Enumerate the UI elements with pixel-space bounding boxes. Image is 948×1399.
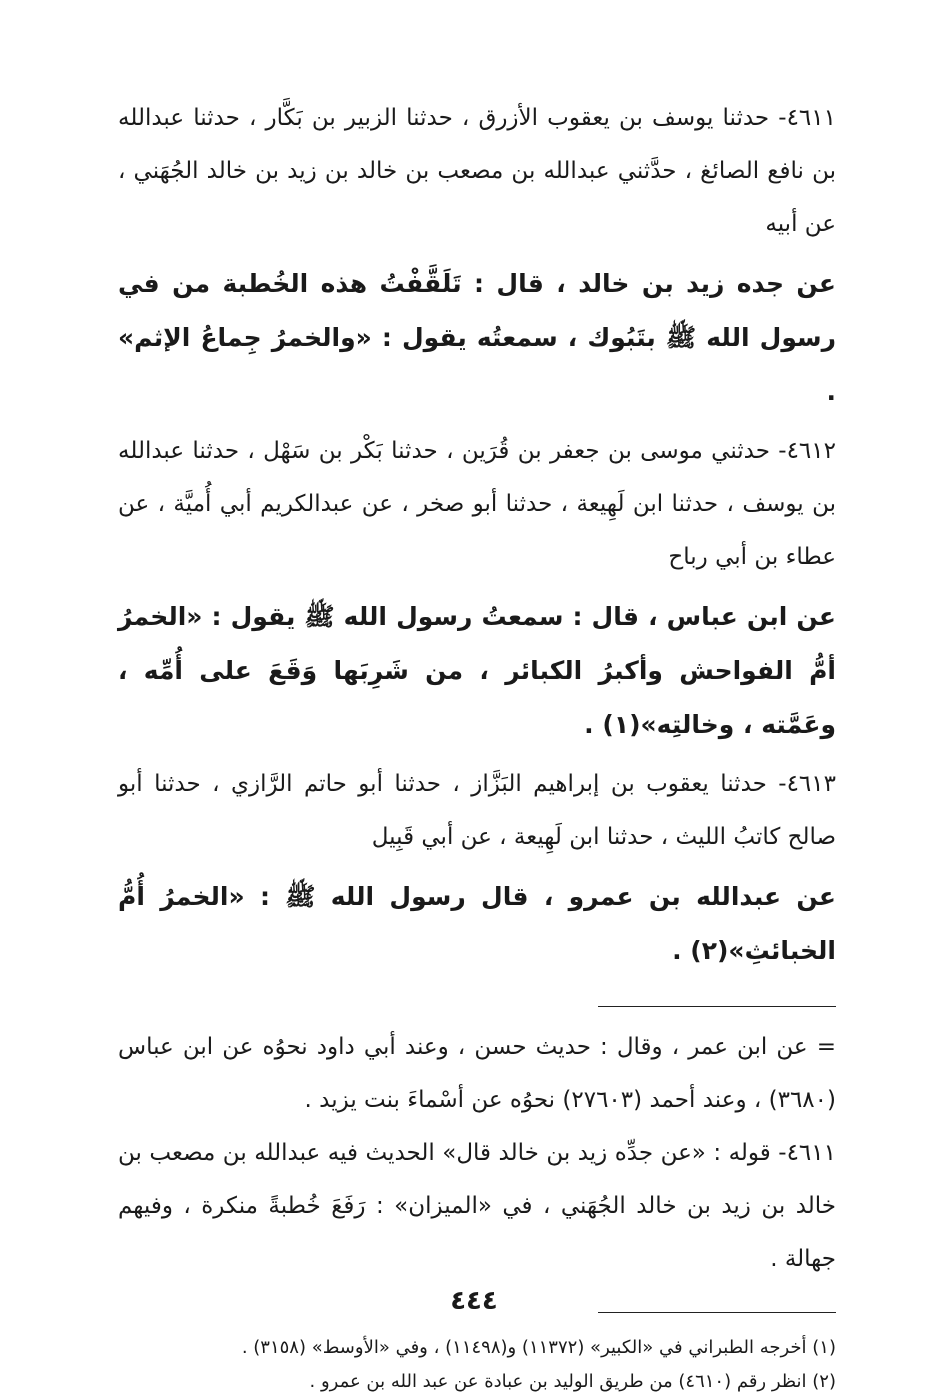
commentary-4611: ٤٦١١- قوله : «عن جدِّه زيد بن خالد قال» الحديث فيه عبدالله بن مصعب بن خالد بن زيد بن خالد الجُهَني ، في «الميزان» : رَفَعَ خُطبةً منكرة ، وفيهم جهالة . [118, 1140, 836, 1272]
hadith-4613-isnad: ٤٦١٣- حدثنا يعقوب بن إبراهيم البَزَّاز ، حدثنا أبو حاتم الرَّازي ، حدثنا أبو صالح كاتبُ الليث ، حدثنا ابن لَهِيعة ، عن أبي قَبِيل [118, 771, 836, 850]
footnote-2: (٢) انظر رقم (٤٦١٠) من طريق الوليد بن عبادة عن عبد الله بن عمرو . [309, 1371, 836, 1392]
hadith-4611-matn: عن جده زيد بن خالد ، قال : تَلَقَّفْتُ هذه الخُطبة من في رسول الله ﷺ بتَبُوك ، سمعتُه يقول : «والخمرُ جِماعُ الإثم» . [118, 269, 836, 406]
commentary-continuation: = عن ابن عمر ، وقال : حديث حسن ، وعند أبي داود نحوُه عن ابن عباس (٣٦٨٠) ، وعند أحمد (٢٧٦٠٣) نحوُه عن أسْماءَ بنت يزيد . [118, 1034, 836, 1113]
hadith-4612-isnad: ٤٦١٢- حدثني موسى بن جعفر بن قُرَين ، حدثنا بَكْر بن سَهْل ، حدثنا عبدالله بن يوسف ، حدثنا ابن لَهِيعة ، حدثنا أبو صخر ، عن عبدالكريم أبي أُميَّة ، عن عطاء بن أبي رباح [118, 438, 836, 570]
footnote-1: (١) أخرجه الطبراني في «الكبير» (١١٣٧٢) و(١١٤٩٨) ، وفي «الأوسط» (٣١٥٨) . [241, 1337, 836, 1358]
commentary-divider [598, 1006, 836, 1007]
hadith-4612-matn: عن ابن عباس ، قال : سمعتُ رسول الله ﷺ يقول : «الخمرُ أمُّ الفواحش وأكبرُ الكبائر ، من شَرِبَها وَقَعَ على أُمِّه ، وعَمَّته ، وخالتِه»(١) . [118, 602, 836, 739]
page-number: ٤٤٤ [450, 1286, 498, 1316]
hadith-4613-matn: عن عبدالله بن عمرو ، قال رسول الله ﷺ : «الخمرُ أُمُّ الخبائثِ»(٢) . [118, 882, 836, 965]
page-body [118, 92, 836, 1399]
hadith-4611-isnad: ٤٦١١- حدثنا يوسف بن يعقوب الأزرق ، حدثنا الزبير بن بَكَّار ، حدثنا عبدالله بن نافع الصائغ ، حدَّثني عبدالله بن مصعب بن خالد بن زيد بن خالد الجُهَني ، عن أبيه [118, 105, 836, 237]
